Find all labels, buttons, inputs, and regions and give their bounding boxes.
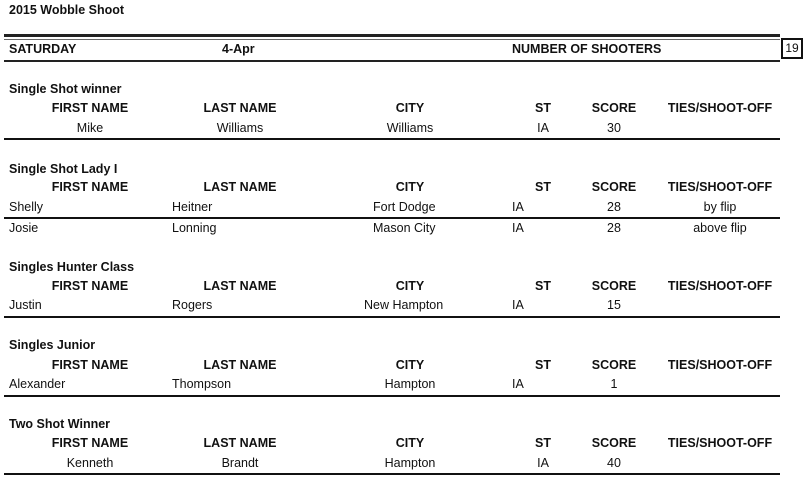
cell-st: IA [512,221,524,235]
col-st: ST [535,358,551,372]
cell-last: Williams [216,121,264,135]
cell-st: IA [537,456,549,470]
col-first-name: FIRST NAME [51,436,129,450]
col-city: CITY [395,436,425,450]
day-label: SATURDAY [9,42,77,56]
cell-city: Mason City [373,221,436,235]
col-last-name: LAST NAME [203,436,277,450]
col-score: SCORE [591,101,637,115]
header-rule [4,60,780,62]
col-score: SCORE [591,180,637,194]
col-score: SCORE [591,436,637,450]
col-score: SCORE [591,358,637,372]
section-rule [4,138,780,140]
cell-city: Fort Dodge [373,200,436,214]
cell-first: Kenneth [66,456,114,470]
col-city: CITY [395,101,425,115]
cell-first: Alexander [9,377,66,391]
section-rule [4,395,780,397]
col-last-name: LAST NAME [203,358,277,372]
section-rule [4,316,780,318]
document-title: 2015 Wobble Shoot [9,3,125,17]
col-ties: TIES/SHOOT-OFF [667,101,773,115]
cell-city: Williams [386,121,434,135]
cell-last: Brandt [221,456,259,470]
cell-score: 28 [607,200,621,214]
shooters-count: 19 [781,38,803,59]
section-title: Single Shot Lady I [9,162,118,176]
col-ties: TIES/SHOOT-OFF [667,180,773,194]
cell-ties: by flip [703,200,737,214]
cell-last: Thompson [172,377,232,391]
col-st: ST [535,279,551,293]
cell-first: Shelly [9,200,44,214]
cell-city: New Hampton [364,298,444,312]
col-city: CITY [395,358,425,372]
col-last-name: LAST NAME [203,180,277,194]
cell-score: 30 [607,121,621,135]
cell-first: Josie [9,221,39,235]
cell-score: 15 [607,298,621,312]
cell-city: Hampton [384,377,436,391]
cell-first: Justin [9,298,42,312]
cell-st: IA [512,377,524,391]
cell-score: 40 [607,456,621,470]
cell-st: IA [512,298,524,312]
top-rule [4,34,780,37]
col-last-name: LAST NAME [203,279,277,293]
col-first-name: FIRST NAME [51,101,129,115]
shooters-label: NUMBER OF SHOOTERS [512,42,662,56]
col-city: CITY [395,180,425,194]
cell-score: 1 [610,377,618,391]
section-title: Single Shot winner [9,82,122,96]
cell-last: Heitner [172,200,213,214]
top-rule-thin [4,39,780,40]
cell-last: Lonning [172,221,217,235]
col-score: SCORE [591,279,637,293]
col-ties: TIES/SHOOT-OFF [667,358,773,372]
col-ties: TIES/SHOOT-OFF [667,279,773,293]
row-rule [4,217,780,219]
col-city: CITY [395,279,425,293]
col-st: ST [535,101,551,115]
cell-last: Rogers [172,298,213,312]
col-first-name: FIRST NAME [51,279,129,293]
cell-st: IA [512,200,524,214]
cell-city: Hampton [384,456,436,470]
section-title: Singles Hunter Class [9,260,135,274]
cell-score: 28 [607,221,621,235]
col-first-name: FIRST NAME [51,358,129,372]
section-title: Singles Junior [9,338,96,352]
col-first-name: FIRST NAME [51,180,129,194]
section-rule [4,473,780,475]
cell-st: IA [537,121,549,135]
cell-first: Mike [76,121,104,135]
cell-ties: above flip [693,221,747,235]
col-st: ST [535,180,551,194]
col-ties: TIES/SHOOT-OFF [667,436,773,450]
date-label: 4-Apr [222,42,255,56]
col-last-name: LAST NAME [203,101,277,115]
section-title: Two Shot Winner [9,417,111,431]
col-st: ST [535,436,551,450]
